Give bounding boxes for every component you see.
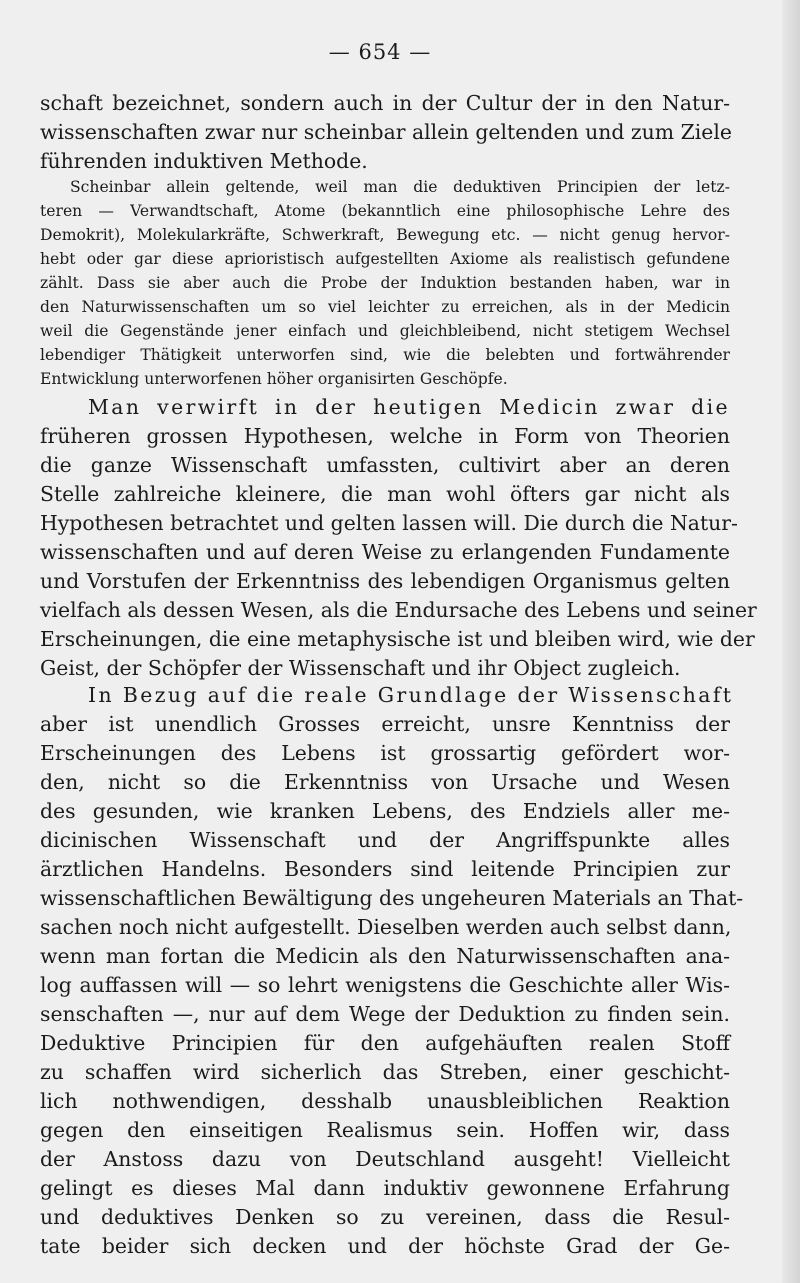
text-line: Scheinbar allein geltende, weil man die deduktiven Principien der letz- — [70, 178, 730, 196]
opening-paragraph — [40, 89, 730, 176]
text-line: ärztlichen Handelns. Besonders sind leitende Principien zur — [40, 857, 730, 881]
text-line: lebendiger Thätigkeit unterworfen sind, wie die belebten und fortwährender — [40, 346, 730, 364]
text-line: aber ist unendlich Grosses erreicht, unsre Kenntniss der — [40, 712, 730, 736]
text-line: des gesunden, wie kranken Lebens, des Endziels aller me- — [40, 799, 730, 823]
text-line: Erscheinungen, die eine metaphysische ist und bleiben wird, wie der — [40, 627, 755, 651]
paragraph-hypotheses — [40, 393, 757, 683]
text-line: Geist, der Schöpfer der Wissenschaft und ihr Object zugleich. — [40, 656, 681, 680]
text-line: vielfach als dessen Wesen, als die Endursache des Lebens und seiner — [40, 598, 757, 622]
text-line: den Naturwissenschaften um so viel leichter zu erreichen, als in der Medicin — [40, 298, 730, 316]
text-line: führenden induktiven Methode. — [40, 149, 368, 173]
text-line: gelingt es dieses Mal dann induktiv gewonnene Erfahrung — [40, 1176, 730, 1200]
text-line: hebt oder gar diese aprioristisch aufgestellten Axiome als realistisch gefundene — [40, 250, 730, 268]
text-line: lich nothwendigen, desshalb unausbleiblichen Reaktion — [40, 1089, 730, 1113]
text-line: Man verwirft in der heutigen Medicin zwar die — [88, 395, 730, 419]
text-line: Entwicklung unterworfenen höher organisirten Geschöpfe. — [40, 370, 508, 388]
text-line: teren — Verwandtschaft, Atome (bekanntlich eine philosophische Lehre des — [40, 202, 730, 220]
text-line: gegen den einseitigen Realismus sein. Hoffen wir, dass — [40, 1118, 730, 1142]
text-line: In Bezug auf die reale Grundlage der Wissenschaft — [88, 683, 734, 707]
text-line: Stelle zahlreiche kleinere, die man wohl öfters gar nicht als — [40, 482, 730, 506]
text-line: zählt. Dass sie aber auch die Probe der Induktion bestanden haben, war in — [40, 274, 730, 292]
text-line: log auffassen will — so lehrt wenigstens die Geschichte aller Wis- — [40, 973, 730, 997]
text-line: die ganze Wissenschaft umfassten, cultivirt aber an deren — [40, 453, 730, 477]
text-line: dicinischen Wissenschaft und der Angriffspunkte alles — [40, 828, 730, 852]
page-edge-shadow — [782, 0, 800, 1283]
text-line: früheren grossen Hypothesen, welche in Form von Theorien — [40, 424, 730, 448]
text-line: und deduktives Denken so zu vereinen, dass die Resul- — [40, 1205, 730, 1229]
text-line: Hypothesen betrachtet und gelten lassen will. Die durch die Natur- — [40, 511, 738, 535]
text-line: senschaften —, nur auf dem Wege der Deduktion zu finden sein. — [40, 1002, 730, 1026]
text-line: wenn man fortan die Medicin als den Naturwissenschaften ana- — [40, 944, 730, 968]
text-line: zu schaffen wird sicherlich das Streben, einer geschicht- — [40, 1060, 730, 1084]
text-line: schaft bezeichnet, sondern auch in der Cultur der in den Natur- — [40, 91, 730, 115]
text-line: Deduktive Principien für den aufgehäuften realen Stoff — [40, 1031, 730, 1055]
paragraph-real-foundation — [40, 681, 744, 1261]
page-number: — 654 — — [328, 40, 432, 64]
text-line: der Anstoss dazu von Deutschland ausgeht! Vielleicht — [40, 1147, 730, 1171]
text-line: weil die Gegenstände jener einfach und gleichbleibend, nicht stetigem Wechsel — [40, 322, 730, 340]
text-line: tate beider sich decken und der höchste Grad der Ge- — [40, 1234, 730, 1258]
text-line: Demokrit), Molekularkräfte, Schwerkraft, Bewegung etc. — nicht genug hervor- — [40, 226, 730, 244]
text-line: und Vorstufen der Erkenntniss des lebendigen Organismus gelten — [40, 569, 730, 593]
text-line: Erscheinungen des Lebens ist grossartig gefördert wor- — [40, 741, 730, 765]
footnote-paragraph — [40, 175, 730, 391]
text-line: wissenschaften zwar nur scheinbar allein geltenden und zum Ziele — [40, 120, 732, 144]
text-line: den, nicht so die Erkenntniss von Ursache und Wesen — [40, 770, 730, 794]
text-line: wissenschaften und auf deren Weise zu erlangenden Fundamente — [40, 540, 730, 564]
text-line: wissenschaftlichen Bewältigung des ungeheuren Materials an That- — [40, 886, 744, 910]
text-line: sachen noch nicht aufgestellt. Dieselben werden auch selbst dann, — [40, 915, 732, 939]
